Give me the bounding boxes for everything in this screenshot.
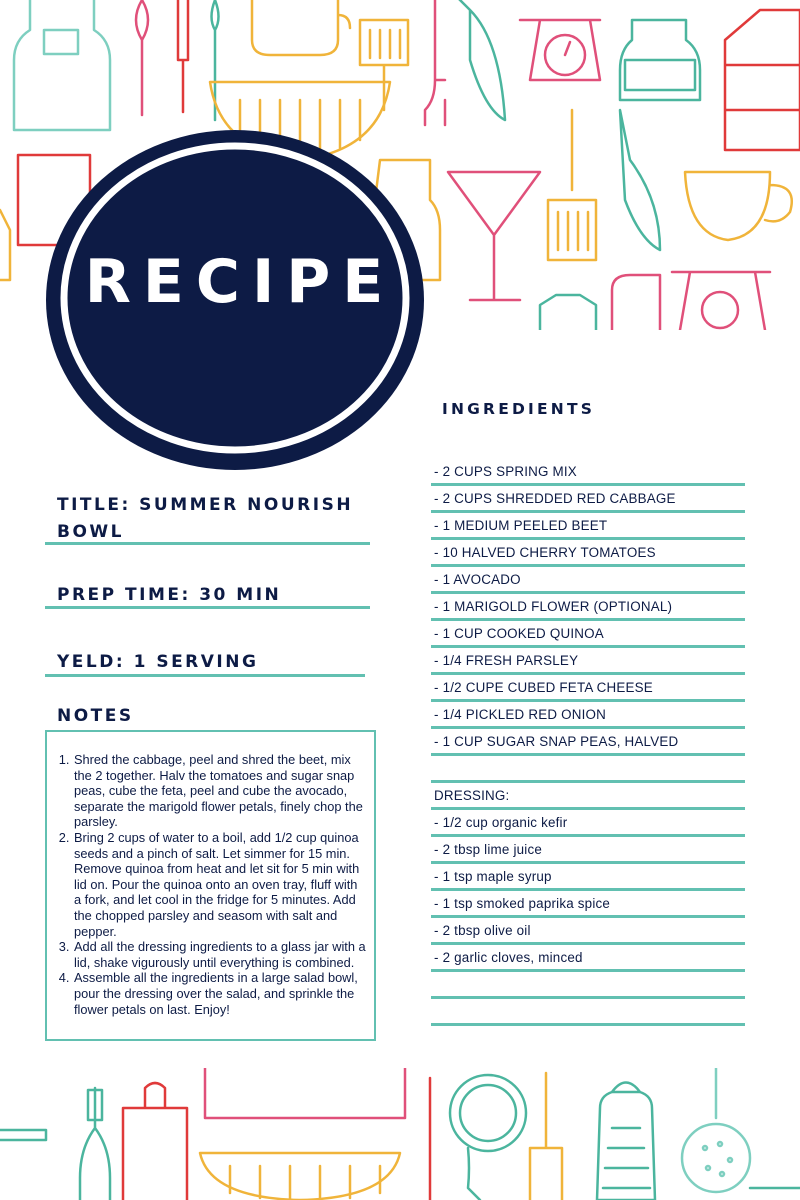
badge-title: RECIPE <box>84 247 396 317</box>
notes-box <box>45 730 376 1041</box>
notes-heading: NOTES <box>57 706 134 726</box>
prep-divider <box>45 606 370 609</box>
ingredient-row <box>431 756 745 783</box>
ingredient-row <box>431 540 745 567</box>
ingredient-text: - 2 tbsp lime juice <box>434 842 542 857</box>
ingredient-row <box>431 459 745 486</box>
ingredient-row <box>431 891 745 918</box>
ingredient-text: - 1/4 FRESH PARSLEY <box>434 653 579 668</box>
kitchen-scale-icon <box>520 20 600 80</box>
cutting-board-icon <box>123 1083 187 1200</box>
recipe-badge <box>46 130 424 470</box>
ingredient-row <box>431 783 745 810</box>
note-step: 2. Bring 2 cups of water to a boil, add 1/2 cup quinoa seeds and a pinch of salt. Let simmer for 15 min. Remove quinoa from heat and let sit for 5 min with lid on. Pour the quinoa onto an oven tray, fluff with a fork, and let cool in the fridge for 5 minutes. Add the chopped parsley and seasom with salt and pepper. <box>73 830 368 939</box>
ingredient-text: - 1 CUP COOKED QUINOA <box>434 626 604 641</box>
ingredient-row <box>431 837 745 864</box>
note-step: 3. Add all the dressing ingredients to a glass jar with a lid, shake vigurously until everything is combined. <box>73 939 368 970</box>
ingredient-text: - 1/2 cup organic kefir <box>434 815 568 830</box>
ingredient-row <box>431 594 745 621</box>
ingredient-text: - 1 CUP SUGAR SNAP PEAS, HALVED <box>434 734 679 749</box>
ingredient-row <box>431 729 745 756</box>
title-divider <box>45 542 370 545</box>
milk-carton-icon <box>725 10 800 150</box>
ingredient-text: - 1/2 CUPE CUBED FETA CHEESE <box>434 680 653 695</box>
grater-icon <box>597 1083 655 1200</box>
apron-icon <box>14 0 110 130</box>
ingredient-row <box>431 999 745 1026</box>
notes-list <box>61 752 368 1017</box>
ingredient-text: - 10 HALVED CHERRY TOMATOES <box>434 545 656 560</box>
prep-time: PREP TIME: 30 MIN <box>57 585 282 605</box>
note-step: 4. Assemble all the ingredients in a large salad bowl, pour the dressing over the salad, and sprinkle the flower petals on last. Enjoy! <box>73 970 368 1017</box>
ingredient-text: - 2 CUPS SPRING MIX <box>434 464 577 479</box>
ingredient-row <box>431 810 745 837</box>
cocktail-glass-icon <box>448 172 540 300</box>
fork-icon <box>425 0 445 125</box>
pot-icon <box>252 0 350 55</box>
ingredient-text: - 2 garlic cloves, minced <box>434 950 583 965</box>
ingredient-row <box>431 675 745 702</box>
ingredient-row <box>431 864 745 891</box>
kitchen-doodles-bottom <box>0 1068 800 1200</box>
ingredient-text: - 1 tsp maple syrup <box>434 869 552 884</box>
ingredient-text: - 1 tsp smoked paprika spice <box>434 896 611 911</box>
yield-divider <box>45 674 365 677</box>
ingredient-text: - 1 MEDIUM PEELED BEET <box>434 518 608 533</box>
recipe-title: TITLE: SUMMER NOURISH BOWL <box>57 495 354 542</box>
ingredient-row <box>431 567 745 594</box>
ingredient-text: - 1 AVOCADO <box>434 572 521 587</box>
ingredient-row <box>431 513 745 540</box>
ingredient-row <box>431 621 745 648</box>
knife-icon <box>178 0 188 112</box>
spoon-icon <box>136 0 148 115</box>
ingredient-text: - 1 MARIGOLD FLOWER (OPTIONAL) <box>434 599 673 614</box>
ingredient-row <box>431 702 745 729</box>
note-step: 1. Shred the cabbage, peel and shred the beet, mix the 2 together. Halv the tomatoes and sugar snap peas, cube the feta, peel and cube the avocado, separate the marigold flower petals, finely chop the parsley. <box>73 752 368 830</box>
ingredient-row <box>431 945 745 972</box>
ingredient-text: - 1/4 PICKLED RED ONION <box>434 707 607 722</box>
ingredient-text: - 2 CUPS SHREDDED RED CABBAGE <box>434 491 676 506</box>
ingredient-row <box>431 486 745 513</box>
ingredient-row <box>431 918 745 945</box>
yield: YELD: 1 SERVING <box>57 652 259 672</box>
ingredient-text: DRESSING: <box>434 788 510 803</box>
bottle-brush-icon <box>80 1088 110 1200</box>
ingredient-text: - 2 tbsp olive oil <box>434 923 531 938</box>
ingredient-row <box>431 648 745 675</box>
ingredients-heading: INGREDIENTS <box>442 400 596 418</box>
ingredient-row <box>431 972 745 999</box>
